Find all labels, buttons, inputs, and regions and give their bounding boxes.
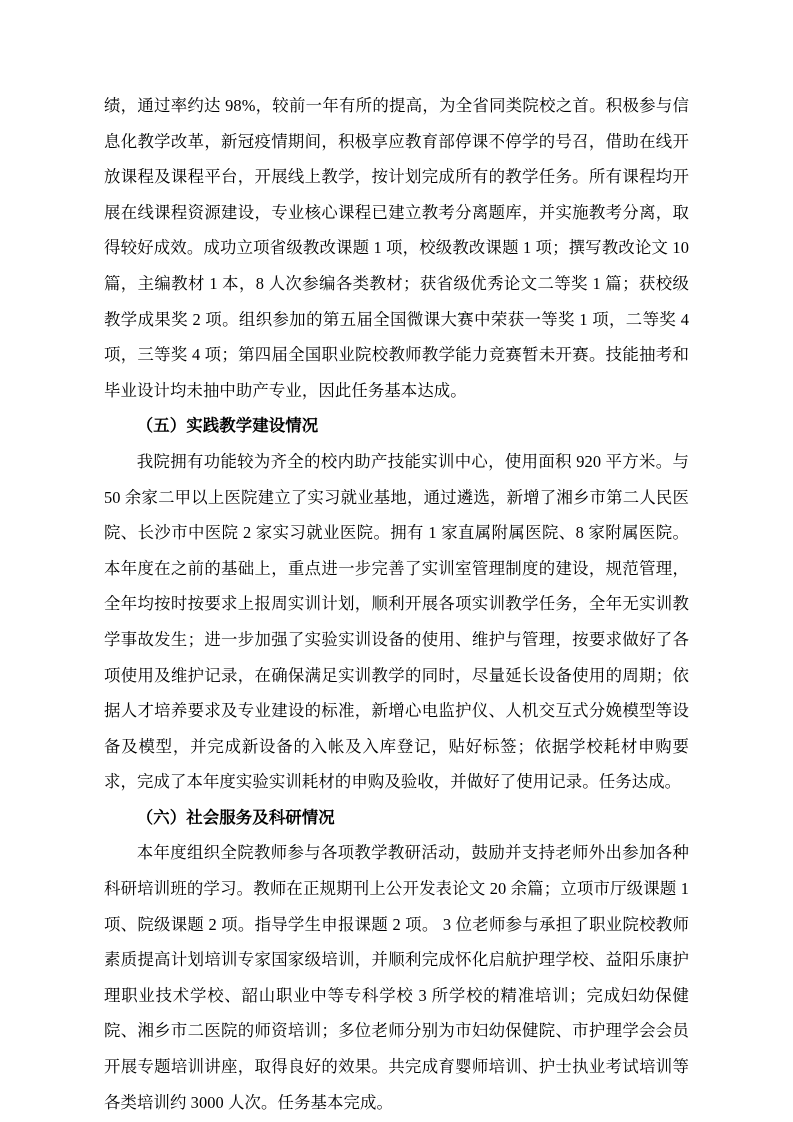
paragraph-continuation: 绩，通过率约达 98%，较前一年有所的提高，为全省同类院校之首。积极参与信息化教学改革，新冠疫情期间，积极享应教育部停课不停学的号召，借助在线开放课程及课程平台，开展线上教学，按计划完成所有的教学任务。所有课程均开展在线课程资源建设，专业核心课程已建立教考分离题库，并实施教考分离，取得较好成效。成功立项省级教改课题 1 项，校级教改课题 1 项；撰写教改论文 10 篇，主编教材 1 本，8 人次参编各类教材；获省级优秀论文二等奖 1 篇；获校级教学成果奖 2 项。组织参加的第五届全国微课大赛中荣获一等奖 1 项，二等奖 4 项，三等奖 4 项；第四届全国职业院校教师教学能力竞赛暂未开赛。技能抽考和毕业设计均未抽中助产专业，因此任务基本达成。 <box>104 96 689 400</box>
section-heading-practical-teaching: （五）实践教学建设情况 <box>136 416 319 436</box>
paragraph-social-service: 本年度组织全院教师参与各项教学教研活动，鼓励并支持老师外出参加各种科研培训班的学习。教师在正规期刊上公开发表论文 20 余篇；立项市厅级课题 1 项、院级课题 2 项。指导学生申报课题 2 项。 3 位老师参与承担了职业院校教师素质提高计划培训专家国家级培训，并顺利完成怀化启航护理学校、益阳乐康护理职业技术学校、韶山职业中等专科学校 3 所学校的精准培训；完成妇幼保健院、湘乡市二医院的师资培训；多位老师分别为市妇幼保健院、市护理学会会员开展专题培训讲座，取得良好的效果。共完成育婴师培训、护士执业考试培训等各类培训约 3000 人次。任务基本完成。 <box>104 843 689 1112</box>
page-content <box>104 88 689 1120</box>
paragraph-practical-teaching: 我院拥有功能较为齐全的校内助产技能实训中心，使用面积 920 平方米。与 50 余家二甲以上医院建立了实习就业基地，通过遴选，新增了湘乡市第二人民医院、长沙市中医院 2 家实习就业医院。拥有 1 家直属附属医院、8 家附属医院。本年度在之前的基础上，重点进一步完善了实训室管理制度的建设，规范管理，全年均按时按要求上报周实训计划，顺利开展各项实训教学任务，全年无实训教学事故发生；进一步加强了实验实训设备的使用、维护与管理，按要求做好了各项使用及维护记录，在确保满足实训教学的同时，尽量延长设备使用的周期；依据人才培养要求及专业建设的标准，新增心电监护仪、人机交互式分娩模型等设备及模型，并完成新设备的入帐及入库登记，贴好标签；依据学校耗材申购要求，完成了本年度实验实训耗材的申购及验收，并做好了使用记录。任务达成。 <box>104 451 689 792</box>
section-heading-social-service: （六）社会服务及科研情况 <box>136 807 335 827</box>
